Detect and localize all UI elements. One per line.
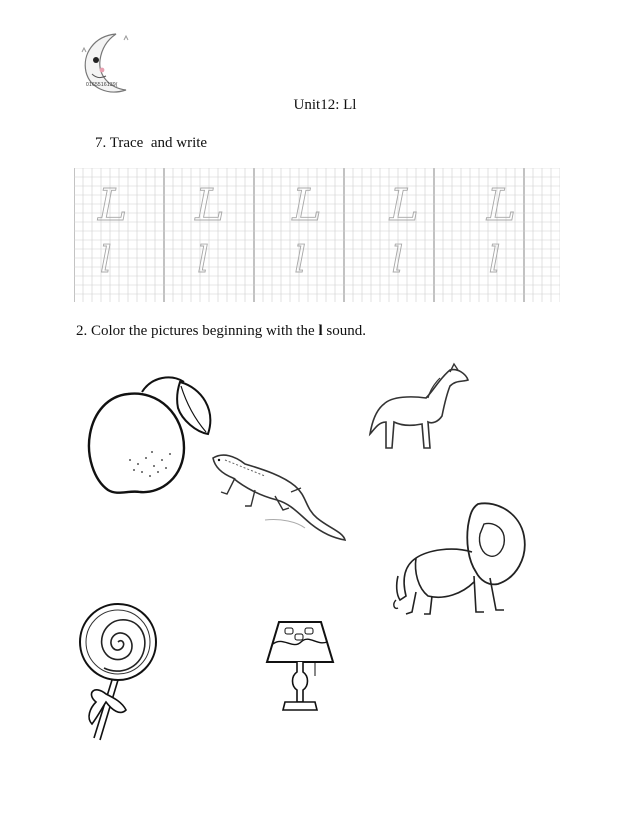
exercise-2-text: 2. Color the pictures beginning with the [76,323,319,339]
page-title: Unit12: Ll [293,97,357,113]
trace-letter-lower: l [488,240,501,281]
logo-text: 0165516139( [86,82,118,88]
trace-letter-upper: L [389,180,419,231]
trace-letter-lower: l [391,240,404,281]
lollipop-icon [72,598,167,748]
exercise-2-label [76,323,366,340]
trace-letter-upper: L [195,180,225,231]
trace-letter-lower: l [294,240,306,281]
lizard-icon [205,448,350,543]
lion-icon [392,500,534,620]
exercise-2-text-end: sound. [322,323,366,339]
trace-letter-upper: L [98,180,128,231]
trace-letter-upper: L [292,180,322,231]
exercise-1-label: 7. Trace and write [95,135,208,151]
lemon-icon [80,370,215,500]
lamp-icon [263,614,338,720]
tracing-grid [74,168,560,302]
exercise-2-letter: l [318,323,323,339]
trace-letter-lower: l [100,240,112,281]
horse-icon [362,360,472,460]
trace-letter-lower: l [197,240,209,281]
trace-letter-upper: L [486,180,517,231]
